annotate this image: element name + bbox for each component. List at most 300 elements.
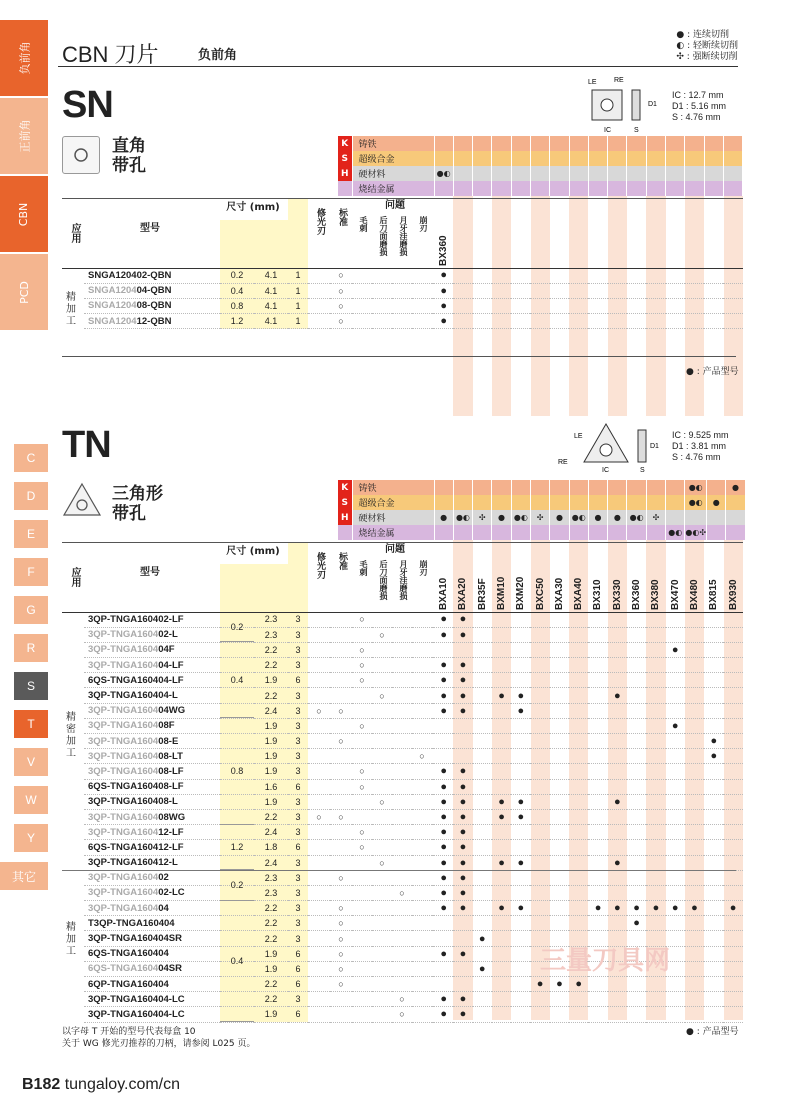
le-cell: 1.9 [254,794,288,809]
corners-cell: 3 [288,809,308,824]
material-spacer [530,151,549,166]
grade-cell [511,764,530,779]
table-row[interactable] [84,658,743,673]
grade-cell [646,779,665,794]
grade-cell [550,916,569,931]
le-cell: 1.9 [254,673,288,688]
grade-cell [569,298,588,313]
table-row[interactable] [84,977,743,992]
grade-cell [569,840,588,855]
grade-header: BXM20 [515,576,527,610]
side-tab[interactable] [0,98,48,174]
grade-cell [530,901,549,916]
grade-cell [685,977,704,992]
grade-cell: ● [550,977,569,992]
table-row[interactable] [84,734,743,749]
material-grade-mark: ●◐ [685,495,707,510]
side-tab[interactable] [0,20,48,96]
grade-cell [723,734,742,749]
burr-header: 毛刺 [359,560,368,576]
side-tab[interactable] [0,254,48,330]
material-spacer [704,181,723,196]
grade-cell [530,734,549,749]
grade-cell [646,627,665,642]
problem-cell [352,794,372,809]
grade-cell [723,673,742,688]
table-row[interactable] [84,688,743,703]
corners-cell: 6 [288,1007,308,1022]
problem-cell [412,703,432,718]
grade-cell [627,703,646,718]
sn-spec-s: S : 4.76 mm [672,112,721,122]
problem-cell [352,314,372,329]
grade-cell [588,283,607,298]
material-grade-mark [569,495,588,510]
material-letter: H [338,166,352,181]
problem-cell [412,840,432,855]
standard-cell: ○ [330,703,352,718]
table-row[interactable] [84,855,743,870]
corners-cell: 3 [288,992,308,1007]
grade-cell [646,840,665,855]
grade-header: BXA30 [553,577,565,610]
material-spacer [530,181,549,196]
grade-cell [492,298,511,313]
grade-cell: ● [627,901,646,916]
table-row[interactable] [84,901,743,916]
grade-cell [473,642,492,657]
grade-cell [646,916,665,931]
grade-header: BX310 [592,579,604,610]
le-cell: 2.2 [254,688,288,703]
table-row[interactable] [84,314,743,329]
side-letter-tab[interactable]: V [14,748,48,776]
problem-cell [372,749,392,764]
grade-cell [685,1007,704,1022]
model-suffix: 3QP-TNGA160404-L [88,690,178,702]
grade-cell: ● [608,794,627,809]
material-spacer [511,151,530,166]
model-suffix: 6QS-TNGA160404 [88,948,169,960]
grade-cell [627,718,646,733]
le-cell: 2.4 [254,825,288,840]
grade-cell [511,840,530,855]
grade-cell [627,627,646,642]
corners-cell: 1 [288,268,308,283]
grade-cell [473,885,492,900]
table-row[interactable] [84,825,743,840]
grade-cell [608,779,627,794]
side-letter-tab[interactable]: W [14,786,48,814]
table-row[interactable] [84,749,743,764]
problem-cell [352,809,372,824]
le-cell: 2.4 [254,855,288,870]
grade-cell [550,779,569,794]
grade-cell [530,283,549,298]
model-suffix: 3QP-TNGA160404-LC [88,1008,185,1020]
model-cell [84,688,220,703]
grade-cell [588,825,607,840]
sn-app-finishing: 精加工 [66,292,76,327]
model-suffix: 08F [158,720,175,732]
grade-cell: ● [453,612,472,627]
grade-cell [530,916,549,931]
model-cell [84,901,220,916]
standard-cell [330,627,352,642]
problem-cell [412,855,432,870]
material-row [338,495,745,510]
side-letter-tab[interactable]: R [14,634,48,662]
problem-cell [372,885,392,900]
corners-cell: 3 [288,612,308,627]
table-row[interactable] [84,916,743,931]
grade-cell [704,870,723,885]
grade-header: BX330 [611,579,623,610]
problem-cell [372,901,392,916]
table-row[interactable] [84,885,743,900]
le-cell: 2.2 [254,642,288,657]
table-row[interactable] [84,718,743,733]
grade-cell [530,855,549,870]
table-row[interactable] [84,779,743,794]
grade-cell [473,825,492,840]
grade-cell: ● [608,688,627,703]
grade-cell [550,885,569,900]
problem-cell [372,1007,392,1022]
standard-cell: ○ [330,916,352,931]
side-letter-tab[interactable]: E [14,520,48,548]
svg-text:LE: LE [574,433,583,440]
grade-cell [723,961,742,976]
grade-cell [511,283,530,298]
table-row[interactable] [84,992,743,1007]
grade-cell [685,658,704,673]
grade-cell [646,885,665,900]
problem-cell [412,764,432,779]
problem-cell [392,718,412,733]
grade-cell [588,870,607,885]
grade-cell [627,779,646,794]
grade-cell [550,673,569,688]
model-cell [84,268,220,283]
material-spacer [473,151,492,166]
side-letter-tab[interactable]: G [14,596,48,624]
material-grade-mark [453,525,472,540]
model-suffix: 6QS-TNGA160408-LF [88,781,184,793]
grade-cell: ● [453,658,472,673]
material-grade-mark [666,510,685,525]
problem-cell [392,703,412,718]
side-letter-tab[interactable]: T [14,710,48,738]
model-cell [84,977,220,992]
grade-cell [473,298,492,313]
problem-cell [412,612,432,627]
grade-cell: ● [473,961,492,976]
material-grade-mark [492,525,511,540]
grade-cell: ● [434,946,453,961]
side-tab-label: PCD [17,280,31,304]
table-row[interactable] [84,794,743,809]
grade-cell [646,794,665,809]
model-cell [84,642,220,657]
table-row[interactable] [84,1007,743,1022]
grade-cell [723,314,742,329]
standard-cell [330,688,352,703]
side-tab[interactable] [0,176,48,252]
grade-cell [666,298,685,313]
grade-cell [530,870,549,885]
grade-cell [569,870,588,885]
grade-cell [473,946,492,961]
wiper-cell [308,870,330,885]
grade-cell [550,855,569,870]
grade-cell [646,749,665,764]
grade-cell [473,901,492,916]
table-row[interactable] [84,703,743,718]
side-letter-tab[interactable]: Y [14,824,48,852]
table-row[interactable] [84,627,743,642]
grade-cell [530,718,549,733]
grade-cell [569,992,588,1007]
grade-cell: ● [511,901,530,916]
table-row[interactable] [84,764,743,779]
grade-cell [511,931,530,946]
grade-cell [569,314,588,329]
problem-cell [352,946,372,961]
grade-cell [666,1007,685,1022]
tn-specs [672,430,729,463]
problem-cell [392,825,412,840]
grade-cell [608,885,627,900]
grade-cell [608,283,627,298]
table-row[interactable] [84,283,743,298]
table-row[interactable] [84,840,743,855]
table-row[interactable] [84,673,743,688]
le-cell: 1.9 [254,718,288,733]
grade-cell [723,825,742,840]
grade-cell: ● [434,658,453,673]
grade-cell [666,764,685,779]
grade-cell [588,855,607,870]
grade-cell [685,961,704,976]
model-cell [84,946,220,961]
material-name: 超级合金 [352,495,434,510]
le-cell: 2.2 [254,658,288,673]
standard-header: 标准 [337,208,347,226]
material-spacer [627,136,646,151]
material-spacer [685,181,704,196]
wiper-cell [308,283,330,298]
grade-cell: ● [453,825,472,840]
material-spacer [511,136,530,151]
le-cell: 1.9 [254,961,288,976]
problem-cell [412,718,432,733]
model-cell [84,734,220,749]
sn-spec-d1: D1 : 5.16 mm [672,101,727,111]
grade-cell [608,627,627,642]
grade-cell [550,658,569,673]
model-cell [84,298,220,313]
material-spacer [646,166,665,181]
grade-cell [627,688,646,703]
material-spacer [550,136,569,151]
problem-cell: ○ [352,825,372,840]
grade-cell [723,779,742,794]
model-prefix: SNGA1204 [88,315,137,327]
problem-cell [412,314,432,329]
problem-cell [392,283,412,298]
corners-cell: 6 [288,946,308,961]
corners-cell: 3 [288,627,308,642]
problem-cell: ○ [392,992,412,1007]
le-cell: 2.3 [254,885,288,900]
material-spacer [588,166,607,181]
grade-cell [646,673,665,688]
table-row[interactable] [84,809,743,824]
grade-cell [588,658,607,673]
side-letter-tab[interactable]: 其它 [0,862,48,890]
table-row[interactable] [84,642,743,657]
grade-cell [608,718,627,733]
grade-cell [608,734,627,749]
grade-cell: ● [511,855,530,870]
grade-cell [511,885,530,900]
problem-header: 问题 [385,544,405,555]
site-url[interactable]: tungaloy.com/cn [64,1076,181,1093]
material-grade-mark [530,495,549,510]
grade-cell [666,673,685,688]
crater-wear-header: 月牙洼磨损 [399,216,408,256]
material-grade-mark [646,480,665,495]
model-suffix: 08-E [158,735,179,747]
chipping-header: 崩刃 [419,560,428,576]
model-prefix: 3QP-TNGA1604 [88,826,159,838]
grade-cell [569,283,588,298]
grade-cell [492,718,511,733]
grade-cell: ● [434,870,453,885]
grade-cell [473,977,492,992]
grade-cell [666,734,685,749]
grade-cell [550,734,569,749]
grade-cell [492,885,511,900]
grade-cell [530,764,549,779]
problem-cell [392,901,412,916]
material-spacer [550,151,569,166]
table-row[interactable] [84,870,743,885]
side-letter-tab[interactable]: C [14,444,48,472]
re-group-value: 0.4 [220,642,254,718]
grade-cell [569,734,588,749]
problem-cell [412,658,432,673]
grade-cell [685,749,704,764]
problem-cell [352,992,372,1007]
side-letter-tab[interactable]: S [14,672,48,700]
grade-cell [685,916,704,931]
chipping-header: 崩刃 [419,216,428,232]
standard-cell [330,1007,352,1022]
grade-cell [511,658,530,673]
le-cell: 2.2 [254,916,288,931]
tn-product-note: ● : 产品型号 [686,1027,739,1037]
model-suffix: 08-LF [158,765,184,777]
grade-cell [550,840,569,855]
grade-cell [646,314,665,329]
corners-cell: 3 [288,931,308,946]
material-spacer [704,136,723,151]
wiper-cell [308,734,330,749]
grade-cell [588,977,607,992]
grade-cell [666,658,685,673]
grade-cell [666,809,685,824]
grade-cell [434,734,453,749]
grade-cell [569,825,588,840]
model-cell [84,612,220,627]
table-row[interactable] [84,298,743,313]
material-spacer [723,136,742,151]
grade-cell [569,658,588,673]
crater-wear-header: 月牙洼磨损 [399,560,408,600]
material-spacer [588,136,607,151]
grade-header: BX380 [650,579,662,610]
material-grade-mark [473,480,492,495]
grade-cell [588,703,607,718]
grade-cell [646,1007,665,1022]
material-grade-mark [473,495,492,510]
grade-cell [550,870,569,885]
grade-cell [608,268,627,283]
material-grade-mark: ●◐ [666,525,685,540]
grade-cell [530,840,549,855]
material-grade-mark: ● [492,510,511,525]
sn-specs [672,90,726,123]
re-group-value: 0.2 [220,870,254,900]
standard-cell: ○ [330,870,352,885]
grade-cell [473,734,492,749]
side-letter-tab[interactable]: D [14,482,48,510]
standard-cell [330,749,352,764]
model-cell [84,885,220,900]
grade-cell [646,642,665,657]
problem-cell: ○ [352,764,372,779]
grade-cell [627,642,646,657]
grade-cell [511,749,530,764]
material-grade-mark [530,480,549,495]
material-grade-mark: ●◐ [434,166,453,181]
model-suffix: 08-LT [158,750,183,762]
problem-cell [372,809,392,824]
table-row[interactable] [84,612,743,627]
grade-cell: ● [453,703,472,718]
grade-cell [646,764,665,779]
corners-cell: 3 [288,901,308,916]
model-suffix: 04F [158,644,175,656]
grade-cell [627,749,646,764]
side-letter-tab[interactable]: F [14,558,48,586]
grade-cell [511,314,530,329]
problem-cell: ○ [392,885,412,900]
problem-cell [412,642,432,657]
material-spacer [453,151,472,166]
grade-cell [588,688,607,703]
problem-cell [412,825,432,840]
table-row[interactable] [84,268,743,283]
grade-cell [434,961,453,976]
grade-cell [550,809,569,824]
material-spacer [588,181,607,196]
problem-cell [372,764,392,779]
material-name: 硬材料 [352,166,434,181]
model-suffix: 02 [158,872,169,884]
